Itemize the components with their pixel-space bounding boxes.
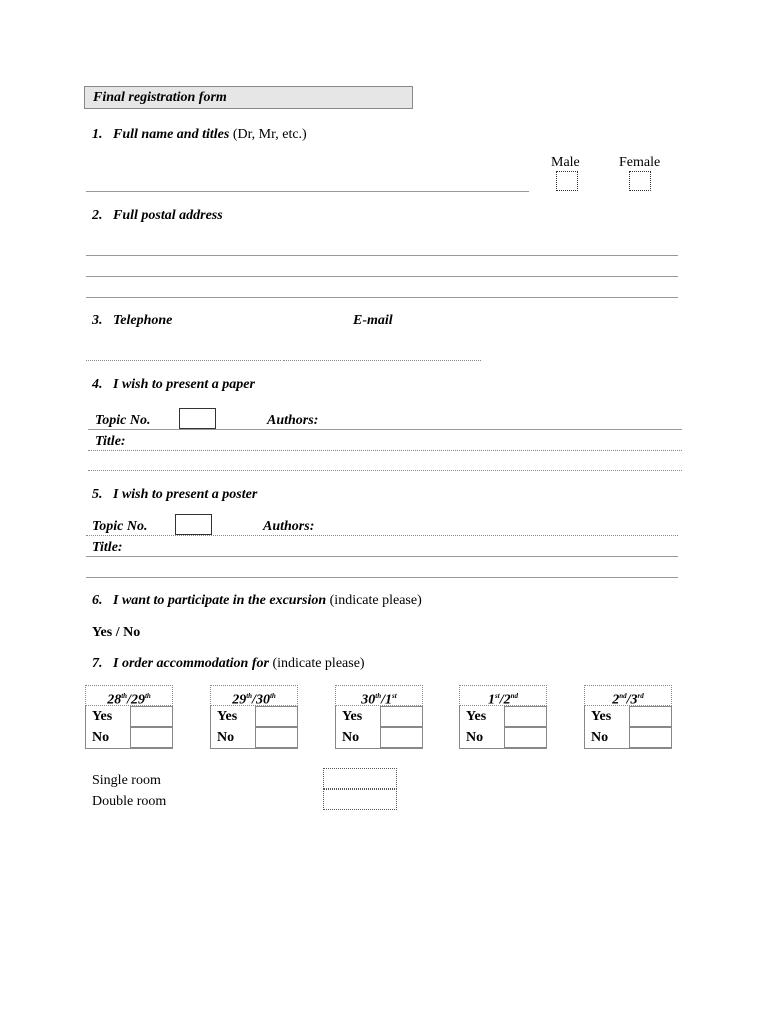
no-cell[interactable] xyxy=(255,727,298,748)
yes-label: Yes xyxy=(584,706,629,727)
yes-label: Yes xyxy=(335,706,380,727)
night-header: 30th/1st xyxy=(335,685,423,706)
single-room-label: Single room xyxy=(92,773,161,788)
poster-title-label: Title: xyxy=(92,540,123,555)
night-header: 29th/30th xyxy=(210,685,298,706)
male-label: Male xyxy=(551,155,580,170)
yes-label: Yes xyxy=(459,706,504,727)
yes-label: Yes xyxy=(210,706,255,727)
no-label: No xyxy=(335,727,380,748)
q3-heading xyxy=(92,313,172,329)
q5-label: I wish to present a poster xyxy=(113,487,258,502)
female-label: Female xyxy=(619,155,661,170)
double-room-label: Double room xyxy=(92,794,167,809)
double-room-input[interactable] xyxy=(323,789,397,810)
night-header: 1st/2nd xyxy=(459,685,547,706)
yes-cell[interactable] xyxy=(629,706,672,727)
paper-authors-field[interactable] xyxy=(88,429,682,430)
q4-number: 4. xyxy=(92,377,103,392)
night-block xyxy=(459,685,547,749)
excursion-answer[interactable]: Yes / No xyxy=(92,625,141,640)
q4-heading xyxy=(92,377,255,393)
night-header: 2nd/3rd xyxy=(584,685,672,706)
full-name-field[interactable] xyxy=(86,191,529,192)
q1-label: Full name and titles xyxy=(113,127,230,142)
night-block xyxy=(584,685,672,749)
q2-label: Full postal address xyxy=(113,208,223,223)
paper-authors-label: Authors: xyxy=(267,413,319,428)
address-line-3[interactable] xyxy=(86,297,678,298)
no-cell[interactable] xyxy=(629,727,672,748)
q5-heading xyxy=(92,487,257,503)
poster-topic-label: Topic No. xyxy=(92,519,148,534)
paper-topic-label: Topic No. xyxy=(95,413,151,428)
q6-label: I want to participate in the excursion xyxy=(113,593,327,608)
q7-number: 7. xyxy=(92,656,103,671)
yes-cell[interactable] xyxy=(504,706,547,727)
email-field[interactable] xyxy=(283,360,481,361)
no-cell[interactable] xyxy=(380,727,423,748)
night-block xyxy=(85,685,173,749)
no-label: No xyxy=(210,727,255,748)
form-title: Final registration form xyxy=(84,86,413,109)
no-label: No xyxy=(85,727,130,748)
paper-title-field[interactable] xyxy=(88,450,682,451)
no-label: No xyxy=(459,727,504,748)
single-room-input[interactable] xyxy=(323,768,397,789)
night-block xyxy=(335,685,423,749)
night-block xyxy=(210,685,298,749)
paper-title-field-2[interactable] xyxy=(88,470,682,471)
q2-number: 2. xyxy=(92,208,103,223)
q5-number: 5. xyxy=(92,487,103,502)
night-header: 28th/29th xyxy=(85,685,173,706)
male-checkbox[interactable] xyxy=(556,171,578,191)
q7-note: (indicate please) xyxy=(272,656,365,671)
poster-topic-input[interactable] xyxy=(175,514,212,535)
email-label: E-mail xyxy=(353,313,393,328)
q6-number: 6. xyxy=(92,593,103,608)
yes-cell[interactable] xyxy=(130,706,173,727)
poster-authors-field[interactable] xyxy=(86,535,678,536)
no-label: No xyxy=(584,727,629,748)
q1-note: (Dr, Mr, etc.) xyxy=(232,127,307,142)
q4-label: I wish to present a paper xyxy=(113,377,255,392)
q6-heading xyxy=(92,593,422,609)
q7-label: I order accommodation for xyxy=(113,656,269,671)
address-line-2[interactable] xyxy=(86,276,678,277)
yes-label: Yes xyxy=(85,706,130,727)
no-cell[interactable] xyxy=(130,727,173,748)
q7-heading xyxy=(92,656,365,672)
q1-heading xyxy=(92,127,307,143)
no-cell[interactable] xyxy=(504,727,547,748)
yes-cell[interactable] xyxy=(380,706,423,727)
yes-cell[interactable] xyxy=(255,706,298,727)
q3-number: 3. xyxy=(92,313,103,328)
q1-number: 1. xyxy=(92,127,103,142)
poster-title-field-2[interactable] xyxy=(86,577,678,578)
paper-topic-input[interactable] xyxy=(179,408,216,429)
address-line-1[interactable] xyxy=(86,255,678,256)
female-checkbox[interactable] xyxy=(629,171,651,191)
poster-title-field[interactable] xyxy=(86,556,678,557)
q2-heading xyxy=(92,208,223,224)
q6-note: (indicate please) xyxy=(329,593,422,608)
telephone-field[interactable] xyxy=(86,360,281,361)
telephone-label: Telephone xyxy=(113,313,173,328)
paper-title-label: Title: xyxy=(95,434,126,449)
poster-authors-label: Authors: xyxy=(263,519,315,534)
